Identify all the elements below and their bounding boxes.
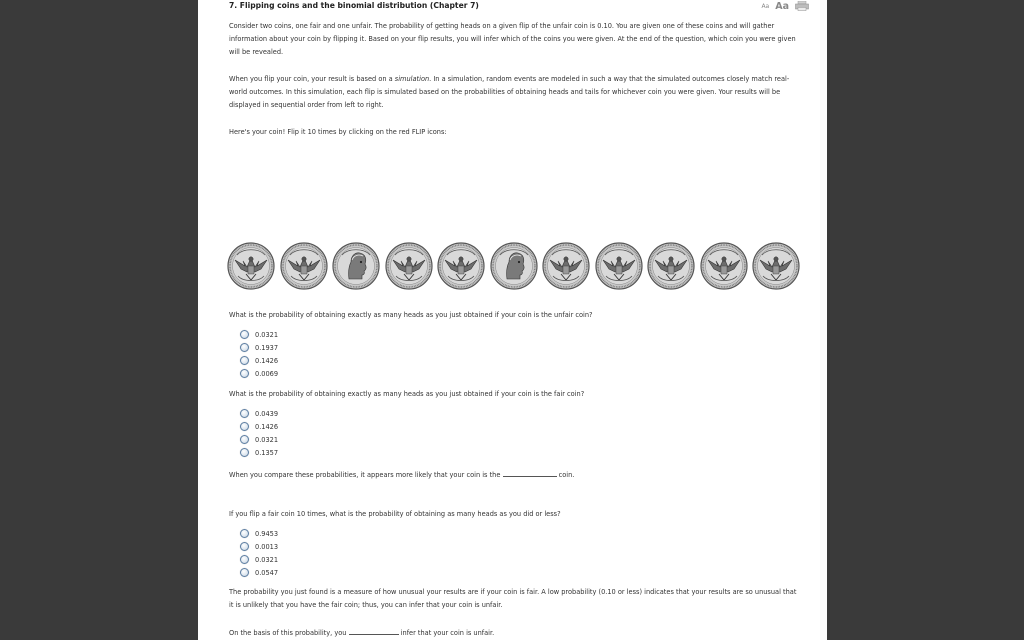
- coin-tails-icon[interactable]: [227, 242, 275, 290]
- question-2-options: [240, 407, 278, 459]
- radio-button[interactable]: [240, 555, 249, 564]
- coin-type-blank[interactable]: [503, 469, 557, 477]
- radio-button[interactable]: [240, 542, 249, 551]
- intro-paragraph-1: Consider two coins, one fair and one unfair. The probability of getting heads on a given flip of the unfair coin is 0.10. You are given one of these coins and will gather information about your coin by flipping it. Based on your flip results, you will infer which of the coins you were given. At the end of the question, which coin you were given will be revealed.: [229, 22, 796, 57]
- basis-sentence: [229, 627, 799, 637]
- question-3-options: [240, 527, 278, 579]
- font-size-small-button[interactable]: Aa: [761, 2, 770, 10]
- q1-option[interactable]: 0.0069: [240, 367, 278, 380]
- coin-heads-icon[interactable]: [332, 242, 380, 290]
- question-title: 7. Flipping coins and the binomial distribution (Chapter 7): [229, 1, 479, 10]
- radio-button[interactable]: [240, 568, 249, 577]
- radio-button[interactable]: [240, 435, 249, 444]
- coin-heads-icon[interactable]: [490, 242, 538, 290]
- coin-tails-icon[interactable]: [647, 242, 695, 290]
- radio-button[interactable]: [240, 448, 249, 457]
- radio-button[interactable]: [240, 422, 249, 431]
- radio-button[interactable]: [240, 356, 249, 365]
- explanation-paragraph: The probability you just found is a measure of how unusual your results are if your coin is fair. A low probability (0.10 or less) indicates that your results are so unusual that it is unlikely that you have the fair coin; thus, you can infer that your coin is unfair.: [229, 588, 797, 610]
- coin-tails-icon[interactable]: [595, 242, 643, 290]
- radio-button[interactable]: [240, 409, 249, 418]
- question-3-text: If you flip a fair coin 10 times, what is the probability of obtaining as many heads as you did or less?: [229, 510, 561, 518]
- q2-option[interactable]: 0.1357: [240, 446, 278, 459]
- q3-option[interactable]: 0.9453: [240, 527, 278, 540]
- intro-paragraph-2: [229, 73, 799, 113]
- q1-option[interactable]: 0.1426: [240, 354, 278, 367]
- radio-button[interactable]: [240, 529, 249, 538]
- q2-option[interactable]: 0.1426: [240, 420, 278, 433]
- basis-before: On the basis of this probability, you: [229, 629, 347, 637]
- question-2-text: What is the probability of obtaining exactly as many heads as you just obtained if your coin is the fair coin?: [229, 390, 585, 398]
- coin-tails-icon[interactable]: [385, 242, 433, 290]
- intro-paragraph-3: Here's your coin! Flip it 10 times by clicking on the red FLIP icons:: [229, 128, 447, 136]
- q3-option[interactable]: 0.0013: [240, 540, 278, 553]
- coin-tails-icon[interactable]: [542, 242, 590, 290]
- q3-option[interactable]: 0.0321: [240, 553, 278, 566]
- q1-option[interactable]: 0.0321: [240, 328, 278, 341]
- radio-button[interactable]: [240, 369, 249, 378]
- q3-option[interactable]: 0.0547: [240, 566, 278, 579]
- compare-sentence: [229, 469, 799, 479]
- font-size-large-button[interactable]: Aa: [775, 0, 789, 12]
- question-page: [198, 0, 827, 640]
- text-tools: [761, 0, 809, 12]
- basis-after: infer that your coin is unfair.: [400, 629, 495, 637]
- compare-after: coin.: [558, 471, 575, 479]
- q2-option[interactable]: 0.0321: [240, 433, 278, 446]
- coin-tails-icon[interactable]: [752, 242, 800, 290]
- intro-p2-after: . In a simulation, random events are modeled in such a way that the simulated outcomes closely match real-world outcomes. In this simulation, each flip is simulated based on the probabilities of obtaining heads and tails for whichever coin you were given. Your results will be displayed in sequential order from left to right.: [229, 75, 790, 110]
- coin-tails-icon[interactable]: [437, 242, 485, 290]
- coin-tails-icon[interactable]: [700, 242, 748, 290]
- intro-p2-before: When you flip your coin, your result is based on a: [229, 75, 395, 83]
- radio-button[interactable]: [240, 343, 249, 352]
- coin-row: [227, 242, 805, 290]
- q2-option[interactable]: 0.0439: [240, 407, 278, 420]
- question-1-options: [240, 328, 278, 380]
- compare-before: When you compare these probabilities, it appears more likely that your coin is the: [229, 471, 501, 479]
- coin-tails-icon[interactable]: [280, 242, 328, 290]
- inference-blank[interactable]: [349, 627, 399, 635]
- intro-p2-emphasis: simulation: [394, 75, 430, 83]
- print-icon[interactable]: [795, 1, 809, 11]
- radio-button[interactable]: [240, 330, 249, 339]
- question-header: [229, 0, 809, 14]
- question-1-text: What is the probability of obtaining exactly as many heads as you just obtained if your coin is the unfair coin?: [229, 311, 593, 319]
- q1-option[interactable]: 0.1937: [240, 341, 278, 354]
